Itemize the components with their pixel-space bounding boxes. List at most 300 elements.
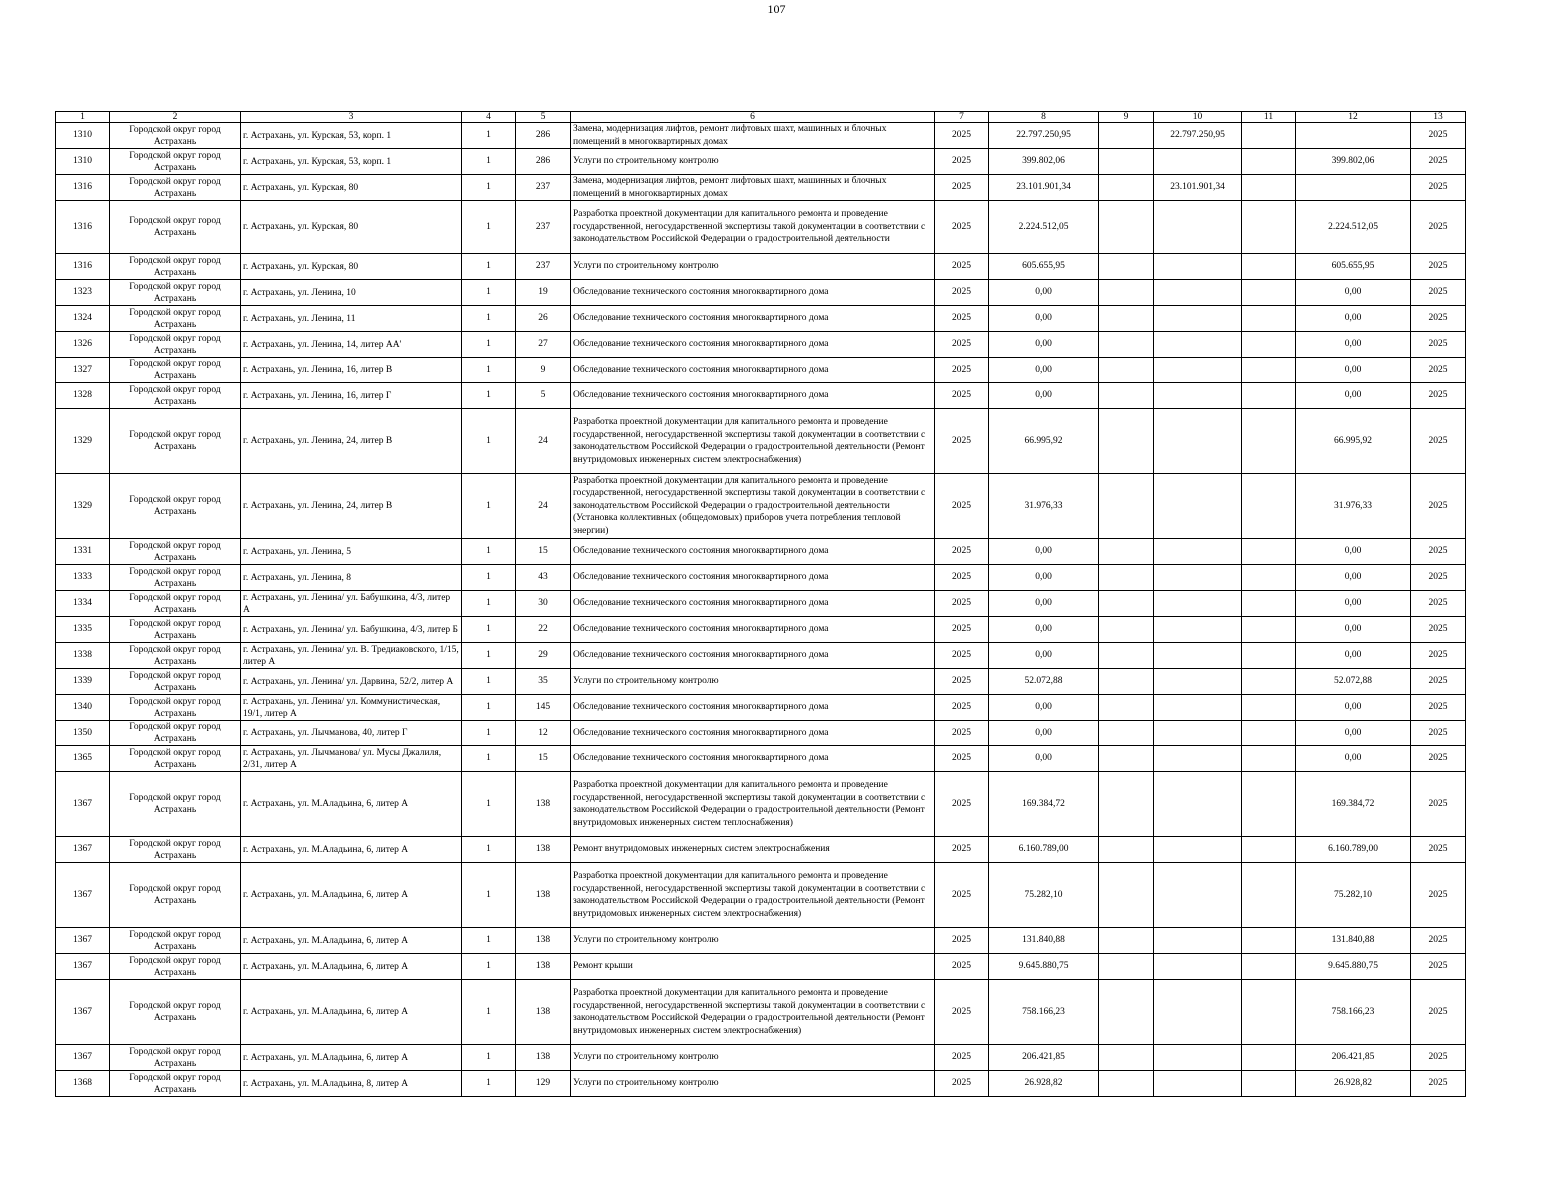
column-4-cell: 1 bbox=[462, 254, 516, 280]
column-11-cell bbox=[1242, 149, 1296, 175]
column-10-cell bbox=[1154, 149, 1242, 175]
municipality-cell: Городской округ город Астрахань bbox=[110, 175, 241, 201]
column-4-cell: 1 bbox=[462, 746, 516, 772]
work-type-cell: Обследование технического состояния многоквартирного дома bbox=[571, 565, 935, 591]
column-9-cell bbox=[1099, 332, 1154, 358]
column-10-cell bbox=[1154, 201, 1242, 254]
column-13-cell: 2025 bbox=[1411, 669, 1466, 695]
column-10-cell bbox=[1154, 1071, 1242, 1097]
address-cell: г. Астрахань, ул. Курская, 80 bbox=[241, 254, 462, 280]
column-9-cell bbox=[1099, 1045, 1154, 1071]
column-5-cell: 286 bbox=[516, 149, 571, 175]
column-11-cell bbox=[1242, 383, 1296, 409]
total-cost-cell: 131.840,88 bbox=[989, 928, 1099, 954]
column-4-cell: 1 bbox=[462, 539, 516, 565]
column-12-cell: 758.166,23 bbox=[1296, 980, 1411, 1045]
column-5-cell: 138 bbox=[516, 772, 571, 837]
table-row bbox=[56, 1045, 1466, 1071]
address-cell: г. Астрахань, ул. М.Аладьина, 6, литер А bbox=[241, 954, 462, 980]
column-10-cell bbox=[1154, 954, 1242, 980]
column-13-cell: 2025 bbox=[1411, 772, 1466, 837]
column-11-cell bbox=[1242, 565, 1296, 591]
column-4-cell: 1 bbox=[462, 409, 516, 474]
column-12-cell bbox=[1296, 123, 1411, 149]
year-cell: 2025 bbox=[935, 617, 989, 643]
column-4-cell: 1 bbox=[462, 123, 516, 149]
column-11-cell bbox=[1242, 591, 1296, 617]
work-type-cell: Услуги по строительному контролю bbox=[571, 149, 935, 175]
column-11-cell bbox=[1242, 254, 1296, 280]
column-5-cell: 237 bbox=[516, 175, 571, 201]
column-header: 8 bbox=[989, 112, 1099, 123]
column-10-cell bbox=[1154, 591, 1242, 617]
column-12-cell: 0,00 bbox=[1296, 539, 1411, 565]
row-number-cell: 1367 bbox=[56, 954, 110, 980]
column-10-cell bbox=[1154, 721, 1242, 746]
year-cell: 2025 bbox=[935, 409, 989, 474]
column-11-cell bbox=[1242, 695, 1296, 721]
column-12-cell bbox=[1296, 175, 1411, 201]
year-cell: 2025 bbox=[935, 201, 989, 254]
total-cost-cell: 6.160.789,00 bbox=[989, 837, 1099, 863]
column-11-cell bbox=[1242, 617, 1296, 643]
column-11-cell bbox=[1242, 409, 1296, 474]
work-type-cell: Услуги по строительному контролю bbox=[571, 1045, 935, 1071]
year-cell: 2025 bbox=[935, 721, 989, 746]
column-12-cell: 0,00 bbox=[1296, 332, 1411, 358]
row-number-cell: 1334 bbox=[56, 591, 110, 617]
year-cell: 2025 bbox=[935, 746, 989, 772]
column-13-cell: 2025 bbox=[1411, 695, 1466, 721]
column-4-cell: 1 bbox=[462, 1071, 516, 1097]
table-row bbox=[56, 254, 1466, 280]
municipality-cell: Городской округ город Астрахань bbox=[110, 201, 241, 254]
year-cell: 2025 bbox=[935, 695, 989, 721]
total-cost-cell: 0,00 bbox=[989, 539, 1099, 565]
total-cost-cell: 9.645.880,75 bbox=[989, 954, 1099, 980]
work-type-cell: Обследование технического состояния многоквартирного дома bbox=[571, 591, 935, 617]
table-row bbox=[56, 280, 1466, 306]
work-type-cell: Замена, модернизация лифтов, ремонт лифтовых шахт, машинных и блочных помещений в многоквартирных домах bbox=[571, 123, 935, 149]
column-10-cell bbox=[1154, 474, 1242, 539]
column-13-cell: 2025 bbox=[1411, 149, 1466, 175]
column-5-cell: 15 bbox=[516, 539, 571, 565]
table-row bbox=[56, 591, 1466, 617]
column-4-cell: 1 bbox=[462, 928, 516, 954]
work-type-cell: Ремонт крыши bbox=[571, 954, 935, 980]
column-header: 7 bbox=[935, 112, 989, 123]
total-cost-cell: 66.995,92 bbox=[989, 409, 1099, 474]
column-12-cell: 0,00 bbox=[1296, 280, 1411, 306]
column-5-cell: 26 bbox=[516, 306, 571, 332]
column-11-cell bbox=[1242, 201, 1296, 254]
column-5-cell: 138 bbox=[516, 1045, 571, 1071]
column-4-cell: 1 bbox=[462, 695, 516, 721]
year-cell: 2025 bbox=[935, 863, 989, 928]
column-13-cell: 2025 bbox=[1411, 358, 1466, 383]
column-11-cell bbox=[1242, 980, 1296, 1045]
row-number-cell: 1310 bbox=[56, 123, 110, 149]
column-5-cell: 22 bbox=[516, 617, 571, 643]
column-9-cell bbox=[1099, 643, 1154, 669]
column-9-cell bbox=[1099, 695, 1154, 721]
column-header: 5 bbox=[516, 112, 571, 123]
column-5-cell: 145 bbox=[516, 695, 571, 721]
column-13-cell: 2025 bbox=[1411, 383, 1466, 409]
column-12-cell: 605.655,95 bbox=[1296, 254, 1411, 280]
address-cell: г. Астрахань, ул. Ленина/ ул. Дарвина, 52/2, литер А bbox=[241, 669, 462, 695]
column-13-cell: 2025 bbox=[1411, 565, 1466, 591]
column-12-cell: 0,00 bbox=[1296, 306, 1411, 332]
column-13-cell: 2025 bbox=[1411, 332, 1466, 358]
work-type-cell: Обследование технического состояния многоквартирного дома bbox=[571, 383, 935, 409]
column-5-cell: 138 bbox=[516, 980, 571, 1045]
table-row bbox=[56, 928, 1466, 954]
column-12-cell: 0,00 bbox=[1296, 383, 1411, 409]
row-number-cell: 1340 bbox=[56, 695, 110, 721]
column-5-cell: 24 bbox=[516, 474, 571, 539]
column-9-cell bbox=[1099, 617, 1154, 643]
row-number-cell: 1333 bbox=[56, 565, 110, 591]
work-type-cell: Обследование технического состояния многоквартирного дома bbox=[571, 539, 935, 565]
column-5-cell: 12 bbox=[516, 721, 571, 746]
work-type-cell: Разработка проектной документации для капитального ремонта и проведение государственной, негосударственной экспертизы такой документации в соответствии с законодательством Российской Федерации о градостроительной деятельности (Установка коллективных (общедомовых) приборов учета потребления тепловой энергии) bbox=[571, 474, 935, 539]
column-13-cell: 2025 bbox=[1411, 746, 1466, 772]
column-10-cell: 22.797.250,95 bbox=[1154, 123, 1242, 149]
work-type-cell: Обследование технического состояния многоквартирного дома bbox=[571, 306, 935, 332]
municipality-cell: Городской округ город Астрахань bbox=[110, 721, 241, 746]
column-header: 3 bbox=[241, 112, 462, 123]
column-4-cell: 1 bbox=[462, 669, 516, 695]
column-10-cell bbox=[1154, 746, 1242, 772]
municipality-cell: Городской округ город Астрахань bbox=[110, 474, 241, 539]
column-13-cell: 2025 bbox=[1411, 474, 1466, 539]
column-5-cell: 24 bbox=[516, 409, 571, 474]
column-5-cell: 30 bbox=[516, 591, 571, 617]
table-row bbox=[56, 201, 1466, 254]
total-cost-cell: 52.072,88 bbox=[989, 669, 1099, 695]
address-cell: г. Астрахань, ул. Ленина/ ул. Бабушкина, 4/3, литер А bbox=[241, 591, 462, 617]
column-header: 13 bbox=[1411, 112, 1466, 123]
column-10-cell bbox=[1154, 565, 1242, 591]
year-cell: 2025 bbox=[935, 772, 989, 837]
work-type-cell: Разработка проектной документации для капитального ремонта и проведение государственной, негосударственной экспертизы такой документации в соответствии с законодательством Российской Федерации о градостроительной деятельности (Ремонт внутридомовых инженерных систем электроснабжения) bbox=[571, 863, 935, 928]
column-13-cell: 2025 bbox=[1411, 201, 1466, 254]
column-4-cell: 1 bbox=[462, 980, 516, 1045]
table-row bbox=[56, 539, 1466, 565]
column-13-cell: 2025 bbox=[1411, 863, 1466, 928]
column-9-cell bbox=[1099, 358, 1154, 383]
table-body bbox=[56, 112, 1466, 1097]
work-type-cell: Разработка проектной документации для капитального ремонта и проведение государственной, негосударственной экспертизы такой документации в соответствии с законодательством Российской Федерации о градостроительной деятельности (Ремонт внутридомовых инженерных систем электроснабжения) bbox=[571, 409, 935, 474]
address-cell: г. Астрахань, ул. М.Аладьина, 6, литер А bbox=[241, 863, 462, 928]
municipality-cell: Городской округ город Астрахань bbox=[110, 1071, 241, 1097]
row-number-cell: 1326 bbox=[56, 332, 110, 358]
column-12-cell: 6.160.789,00 bbox=[1296, 837, 1411, 863]
year-cell: 2025 bbox=[935, 591, 989, 617]
municipality-cell: Городской округ город Астрахань bbox=[110, 746, 241, 772]
work-type-cell: Обследование технического состояния многоквартирного дома bbox=[571, 617, 935, 643]
column-4-cell: 1 bbox=[462, 954, 516, 980]
column-4-cell: 1 bbox=[462, 837, 516, 863]
table-row bbox=[56, 954, 1466, 980]
column-11-cell bbox=[1242, 175, 1296, 201]
column-13-cell: 2025 bbox=[1411, 1045, 1466, 1071]
address-cell: г. Астрахань, ул. Ленина, 24, литер В bbox=[241, 409, 462, 474]
column-9-cell bbox=[1099, 928, 1154, 954]
year-cell: 2025 bbox=[935, 254, 989, 280]
column-4-cell: 1 bbox=[462, 332, 516, 358]
address-cell: г. Астрахань, ул. Курская, 80 bbox=[241, 201, 462, 254]
column-4-cell: 1 bbox=[462, 772, 516, 837]
column-4-cell: 1 bbox=[462, 201, 516, 254]
municipality-cell: Городской округ город Астрахань bbox=[110, 928, 241, 954]
work-type-cell: Разработка проектной документации для капитального ремонта и проведение государственной, негосударственной экспертизы такой документации в соответствии с законодательством Российской Федерации о градостроительной деятельности (Ремонт внутридомовых инженерных систем теплоснабжения) bbox=[571, 772, 935, 837]
column-4-cell: 1 bbox=[462, 643, 516, 669]
column-13-cell: 2025 bbox=[1411, 306, 1466, 332]
total-cost-cell: 0,00 bbox=[989, 591, 1099, 617]
municipality-cell: Городской округ город Астрахань bbox=[110, 980, 241, 1045]
year-cell: 2025 bbox=[935, 669, 989, 695]
total-cost-cell: 758.166,23 bbox=[989, 980, 1099, 1045]
column-5-cell: 237 bbox=[516, 254, 571, 280]
column-10-cell bbox=[1154, 695, 1242, 721]
municipality-cell: Городской округ город Астрахань bbox=[110, 565, 241, 591]
row-number-cell: 1367 bbox=[56, 837, 110, 863]
address-cell: г. Астрахань, ул. Ленина, 11 bbox=[241, 306, 462, 332]
address-cell: г. Астрахань, ул. Ленина, 8 bbox=[241, 565, 462, 591]
column-13-cell: 2025 bbox=[1411, 980, 1466, 1045]
column-9-cell bbox=[1099, 280, 1154, 306]
column-5-cell: 138 bbox=[516, 954, 571, 980]
table-row bbox=[56, 123, 1466, 149]
work-type-cell: Обследование технического состояния многоквартирного дома bbox=[571, 280, 935, 306]
total-cost-cell: 169.384,72 bbox=[989, 772, 1099, 837]
column-4-cell: 1 bbox=[462, 591, 516, 617]
municipality-cell: Городской округ город Астрахань bbox=[110, 409, 241, 474]
table-row bbox=[56, 332, 1466, 358]
total-cost-cell: 75.282,10 bbox=[989, 863, 1099, 928]
work-type-cell: Замена, модернизация лифтов, ремонт лифтовых шахт, машинных и блочных помещений в многоквартирных домах bbox=[571, 175, 935, 201]
total-cost-cell: 0,00 bbox=[989, 358, 1099, 383]
row-number-cell: 1316 bbox=[56, 254, 110, 280]
municipality-cell: Городской округ город Астрахань bbox=[110, 617, 241, 643]
table-row bbox=[56, 669, 1466, 695]
column-10-cell: 23.101.901,34 bbox=[1154, 175, 1242, 201]
column-4-cell: 1 bbox=[462, 383, 516, 409]
column-5-cell: 29 bbox=[516, 643, 571, 669]
column-10-cell bbox=[1154, 383, 1242, 409]
work-type-cell: Обследование технического состояния многоквартирного дома bbox=[571, 643, 935, 669]
column-9-cell bbox=[1099, 1071, 1154, 1097]
column-12-cell: 399.802,06 bbox=[1296, 149, 1411, 175]
table-row bbox=[56, 863, 1466, 928]
column-4-cell: 1 bbox=[462, 175, 516, 201]
column-11-cell bbox=[1242, 721, 1296, 746]
column-12-cell: 0,00 bbox=[1296, 358, 1411, 383]
total-cost-cell: 31.976,33 bbox=[989, 474, 1099, 539]
column-4-cell: 1 bbox=[462, 149, 516, 175]
address-cell: г. Астрахань, ул. Ленина, 5 bbox=[241, 539, 462, 565]
municipality-cell: Городской округ город Астрахань bbox=[110, 358, 241, 383]
year-cell: 2025 bbox=[935, 474, 989, 539]
work-type-cell: Обследование технического состояния многоквартирного дома bbox=[571, 332, 935, 358]
column-10-cell bbox=[1154, 643, 1242, 669]
municipality-cell: Городской округ город Астрахань bbox=[110, 591, 241, 617]
total-cost-cell: 399.802,06 bbox=[989, 149, 1099, 175]
year-cell: 2025 bbox=[935, 539, 989, 565]
work-type-cell: Обследование технического состояния многоквартирного дома bbox=[571, 721, 935, 746]
year-cell: 2025 bbox=[935, 643, 989, 669]
column-11-cell bbox=[1242, 837, 1296, 863]
year-cell: 2025 bbox=[935, 175, 989, 201]
column-12-cell: 206.421,85 bbox=[1296, 1045, 1411, 1071]
column-10-cell bbox=[1154, 863, 1242, 928]
table-row bbox=[56, 695, 1466, 721]
column-11-cell bbox=[1242, 306, 1296, 332]
table-row bbox=[56, 772, 1466, 837]
year-cell: 2025 bbox=[935, 980, 989, 1045]
column-5-cell: 237 bbox=[516, 201, 571, 254]
work-type-cell: Услуги по строительному контролю bbox=[571, 1071, 935, 1097]
column-5-cell: 5 bbox=[516, 383, 571, 409]
column-5-cell: 43 bbox=[516, 565, 571, 591]
year-cell: 2025 bbox=[935, 332, 989, 358]
column-13-cell: 2025 bbox=[1411, 123, 1466, 149]
column-13-cell: 2025 bbox=[1411, 617, 1466, 643]
column-10-cell bbox=[1154, 837, 1242, 863]
column-11-cell bbox=[1242, 669, 1296, 695]
row-number-cell: 1316 bbox=[56, 175, 110, 201]
work-type-cell: Услуги по строительному контролю bbox=[571, 669, 935, 695]
column-11-cell bbox=[1242, 954, 1296, 980]
row-number-cell: 1335 bbox=[56, 617, 110, 643]
row-number-cell: 1323 bbox=[56, 280, 110, 306]
column-12-cell: 52.072,88 bbox=[1296, 669, 1411, 695]
table-row bbox=[56, 837, 1466, 863]
column-12-cell: 0,00 bbox=[1296, 695, 1411, 721]
total-cost-cell: 0,00 bbox=[989, 280, 1099, 306]
table-row bbox=[56, 474, 1466, 539]
column-10-cell bbox=[1154, 280, 1242, 306]
total-cost-cell: 605.655,95 bbox=[989, 254, 1099, 280]
column-13-cell: 2025 bbox=[1411, 175, 1466, 201]
year-cell: 2025 bbox=[935, 837, 989, 863]
column-4-cell: 1 bbox=[462, 617, 516, 643]
column-13-cell: 2025 bbox=[1411, 409, 1466, 474]
column-13-cell: 2025 bbox=[1411, 254, 1466, 280]
column-12-cell: 131.840,88 bbox=[1296, 928, 1411, 954]
column-9-cell bbox=[1099, 474, 1154, 539]
total-cost-cell: 22.797.250,95 bbox=[989, 123, 1099, 149]
row-number-cell: 1367 bbox=[56, 1045, 110, 1071]
capital-repair-register-table bbox=[55, 111, 1466, 1097]
column-12-cell: 0,00 bbox=[1296, 643, 1411, 669]
address-cell: г. Астрахань, ул. Курская, 80 bbox=[241, 175, 462, 201]
address-cell: г. Астрахань, ул. Курская, 53, корп. 1 bbox=[241, 123, 462, 149]
row-number-cell: 1316 bbox=[56, 201, 110, 254]
column-9-cell bbox=[1099, 954, 1154, 980]
address-cell: г. Астрахань, ул. Ленина, 14, литер АА' bbox=[241, 332, 462, 358]
column-12-cell: 0,00 bbox=[1296, 591, 1411, 617]
address-cell: г. Астрахань, ул. М.Аладьина, 6, литер А bbox=[241, 837, 462, 863]
column-13-cell: 2025 bbox=[1411, 643, 1466, 669]
column-10-cell bbox=[1154, 254, 1242, 280]
work-type-cell: Обследование технического состояния многоквартирного дома bbox=[571, 358, 935, 383]
municipality-cell: Городской округ город Астрахань bbox=[110, 149, 241, 175]
table-row bbox=[56, 746, 1466, 772]
row-number-cell: 1329 bbox=[56, 474, 110, 539]
column-9-cell bbox=[1099, 980, 1154, 1045]
column-12-cell: 0,00 bbox=[1296, 721, 1411, 746]
column-9-cell bbox=[1099, 254, 1154, 280]
municipality-cell: Городской округ город Астрахань bbox=[110, 772, 241, 837]
municipality-cell: Городской округ город Астрахань bbox=[110, 383, 241, 409]
column-5-cell: 9 bbox=[516, 358, 571, 383]
work-type-cell: Услуги по строительному контролю bbox=[571, 254, 935, 280]
column-12-cell: 66.995,92 bbox=[1296, 409, 1411, 474]
row-number-cell: 1367 bbox=[56, 928, 110, 954]
column-12-cell: 75.282,10 bbox=[1296, 863, 1411, 928]
table-row bbox=[56, 383, 1466, 409]
total-cost-cell: 23.101.901,34 bbox=[989, 175, 1099, 201]
table-row bbox=[56, 175, 1466, 201]
column-12-cell: 0,00 bbox=[1296, 565, 1411, 591]
municipality-cell: Городской округ город Астрахань bbox=[110, 254, 241, 280]
address-cell: г. Астрахань, ул. Лычманова/ ул. Мусы Джалиля, 2/31, литер А bbox=[241, 746, 462, 772]
column-11-cell bbox=[1242, 123, 1296, 149]
municipality-cell: Городской округ город Астрахань bbox=[110, 954, 241, 980]
total-cost-cell: 0,00 bbox=[989, 721, 1099, 746]
address-cell: г. Астрахань, ул. М.Аладьина, 6, литер А bbox=[241, 980, 462, 1045]
column-5-cell: 27 bbox=[516, 332, 571, 358]
column-4-cell: 1 bbox=[462, 863, 516, 928]
column-4-cell: 1 bbox=[462, 474, 516, 539]
table-row bbox=[56, 1071, 1466, 1097]
row-number-cell: 1367 bbox=[56, 863, 110, 928]
municipality-cell: Городской округ город Астрахань bbox=[110, 306, 241, 332]
column-13-cell: 2025 bbox=[1411, 954, 1466, 980]
column-11-cell bbox=[1242, 539, 1296, 565]
column-10-cell bbox=[1154, 358, 1242, 383]
address-cell: г. Астрахань, ул. Ленина, 16, литер В bbox=[241, 358, 462, 383]
column-11-cell bbox=[1242, 280, 1296, 306]
column-13-cell: 2025 bbox=[1411, 280, 1466, 306]
municipality-cell: Городской округ город Астрахань bbox=[110, 837, 241, 863]
total-cost-cell: 0,00 bbox=[989, 643, 1099, 669]
work-type-cell: Разработка проектной документации для капитального ремонта и проведение государственной, негосударственной экспертизы такой документации в соответствии с законодательством Российской Федерации о градостроительной деятельности (Ремонт внутридомовых инженерных систем электроснабжения) bbox=[571, 980, 935, 1045]
column-11-cell bbox=[1242, 928, 1296, 954]
year-cell: 2025 bbox=[935, 306, 989, 332]
table-row bbox=[56, 409, 1466, 474]
address-cell: г. Астрахань, ул. Ленина/ ул. Бабушкина, 4/3, литер Б bbox=[241, 617, 462, 643]
column-5-cell: 286 bbox=[516, 123, 571, 149]
column-13-cell: 2025 bbox=[1411, 539, 1466, 565]
column-13-cell: 2025 bbox=[1411, 591, 1466, 617]
address-cell: г. Астрахань, ул. Ленина/ ул. Коммунистическая, 19/1, литер А bbox=[241, 695, 462, 721]
column-9-cell bbox=[1099, 772, 1154, 837]
table-row bbox=[56, 980, 1466, 1045]
column-9-cell bbox=[1099, 175, 1154, 201]
column-11-cell bbox=[1242, 1071, 1296, 1097]
column-10-cell bbox=[1154, 332, 1242, 358]
municipality-cell: Городской округ город Астрахань bbox=[110, 1045, 241, 1071]
column-10-cell bbox=[1154, 772, 1242, 837]
column-10-cell bbox=[1154, 409, 1242, 474]
municipality-cell: Городской округ город Астрахань bbox=[110, 280, 241, 306]
column-4-cell: 1 bbox=[462, 721, 516, 746]
year-cell: 2025 bbox=[935, 954, 989, 980]
